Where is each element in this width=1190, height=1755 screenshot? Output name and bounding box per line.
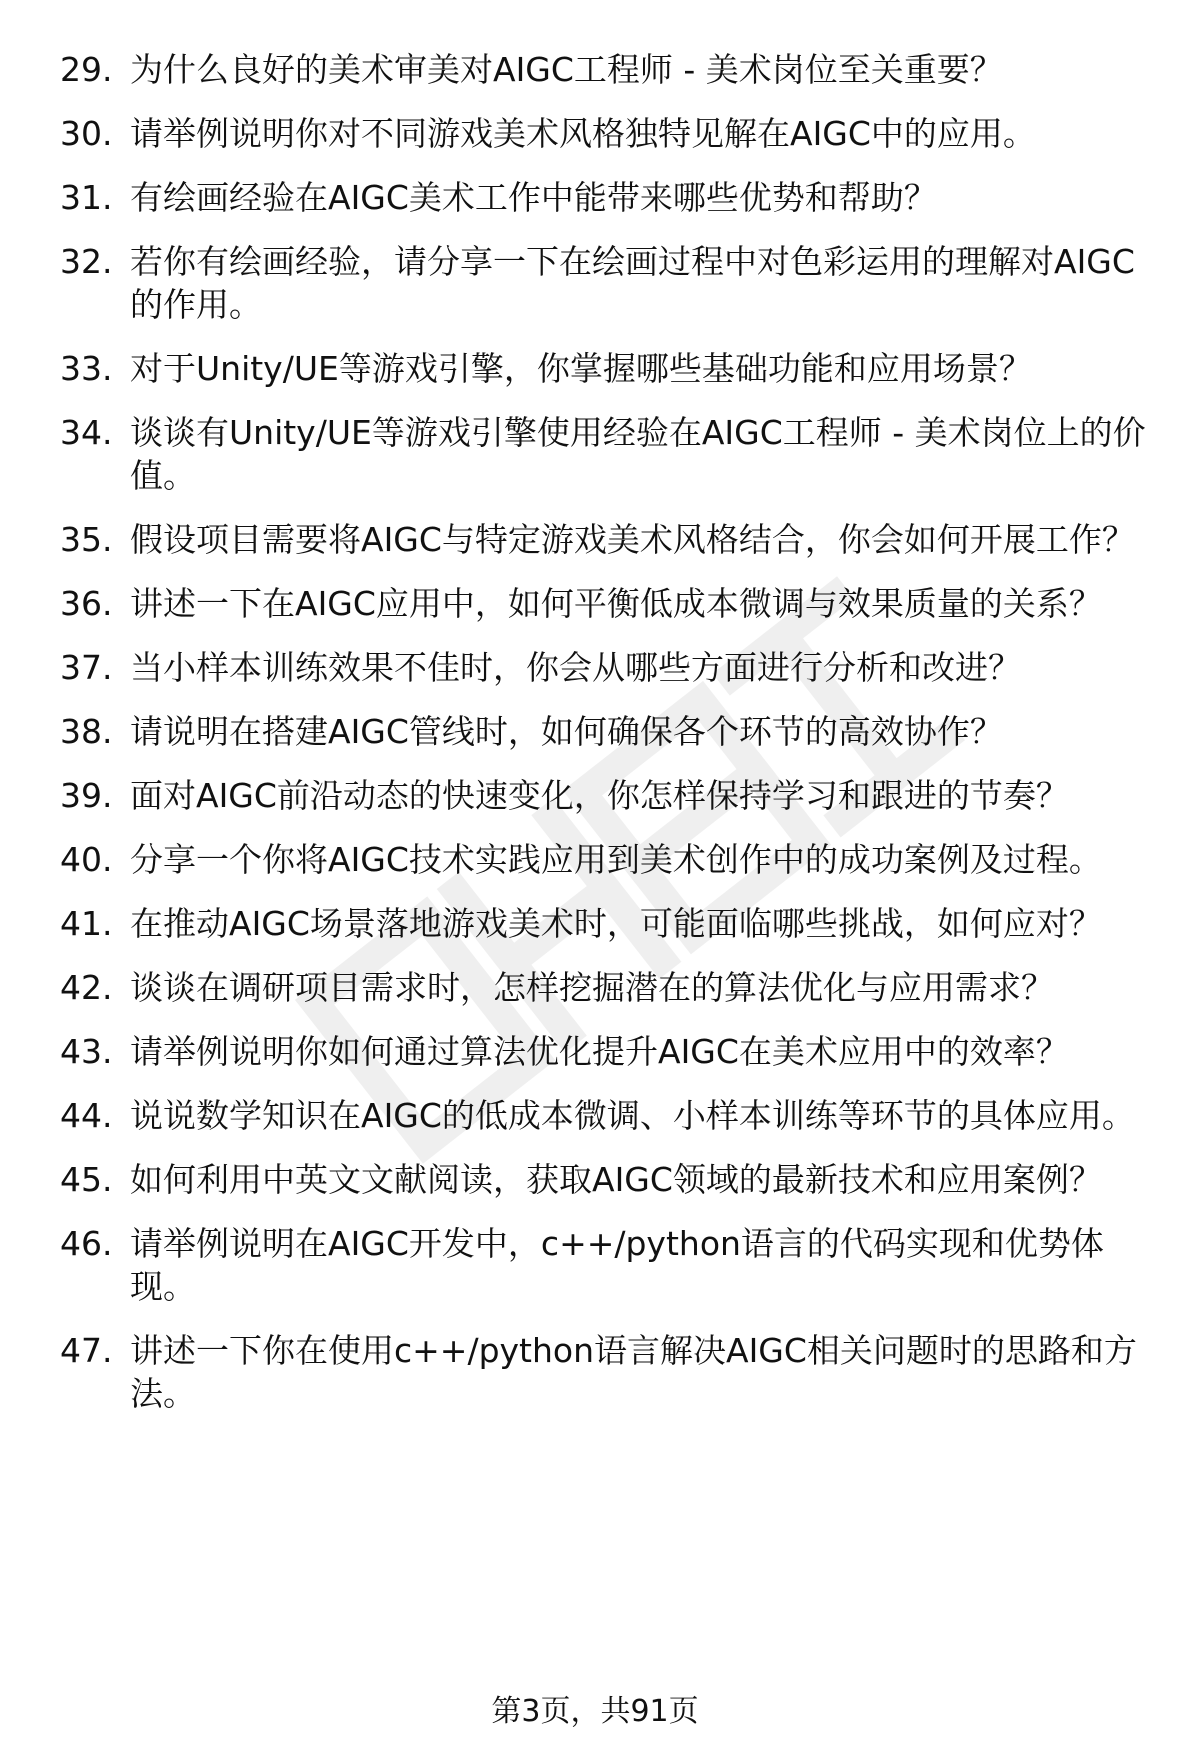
question-text: 有绘画经验在AIGC美术工作中能带来哪些优势和帮助？ <box>130 178 937 217</box>
page-number-footer: 第3页，共91页 <box>491 1694 699 1729</box>
question-number: 34. <box>60 413 113 452</box>
list-item <box>60 518 1160 561</box>
question-text: 分享一个你将AIGC技术实践应用到美术创作中的成功案例及过程。 <box>130 840 1102 879</box>
question-number: 41. <box>60 904 113 943</box>
question-number: 44. <box>60 1096 113 1135</box>
question-number: 37. <box>60 648 113 687</box>
question-number: 30. <box>60 114 113 153</box>
list-item <box>60 582 1160 625</box>
list-item <box>60 112 1160 155</box>
list-item <box>60 902 1160 945</box>
list-item <box>60 646 1160 689</box>
question-text: 讲述一下在AIGC应用中，如何平衡低成本微调与效果质量的关系？ <box>130 584 1102 623</box>
list-item <box>60 774 1160 817</box>
list-item <box>60 1030 1160 1073</box>
question-number: 45. <box>60 1160 113 1199</box>
list-item <box>60 1222 1160 1308</box>
question-number: 38. <box>60 712 113 751</box>
question-number: 43. <box>60 1032 113 1071</box>
question-text: 假设项目需要将AIGC与特定游戏美术风格结合，你会如何开展工作？ <box>130 520 1135 559</box>
question-text: 谈谈在调研项目需求时，怎样挖掘潜在的算法优化与应用需求？ <box>130 968 1054 1007</box>
list-item <box>60 966 1160 1009</box>
question-text: 说说数学知识在AIGC的低成本微调、小样本训练等环节的具体应用。 <box>130 1096 1135 1135</box>
list-item <box>60 1094 1160 1137</box>
question-text: 如何利用中英文文献阅读，获取AIGC领域的最新技术和应用案例？ <box>130 1160 1102 1199</box>
list-item <box>60 1158 1160 1201</box>
question-list <box>60 48 1160 1436</box>
question-number: 42. <box>60 968 113 1007</box>
question-number: 47. <box>60 1331 113 1370</box>
question-number: 40. <box>60 840 113 879</box>
question-number: 29. <box>60 50 113 89</box>
question-number: 33. <box>60 349 113 388</box>
question-number: 32. <box>60 242 113 281</box>
question-text: 谈谈有Unity/UE等游戏引擎使用经验在AIGC工程师 - 美术岗位上的价值。 <box>130 413 1146 495</box>
question-text: 请举例说明你如何通过算法优化提升AIGC在美术应用中的效率？ <box>130 1032 1069 1071</box>
list-item <box>60 838 1160 881</box>
list-item <box>60 48 1160 91</box>
question-text: 对于Unity/UE等游戏引擎，你掌握哪些基础功能和应用场景？ <box>130 349 1032 388</box>
question-text: 若你有绘画经验，请分享一下在绘画过程中对色彩运用的理解对AIGC的作用。 <box>130 242 1135 324</box>
question-number: 39. <box>60 776 113 815</box>
list-item <box>60 347 1160 390</box>
question-text: 请举例说明你对不同游戏美术风格独特见解在AIGC中的应用。 <box>130 114 1036 153</box>
question-text: 在推动AIGC场景落地游戏美术时，可能面临哪些挑战，如何应对？ <box>130 904 1102 943</box>
question-number: 36. <box>60 584 113 623</box>
list-item <box>60 411 1160 497</box>
question-text: 请说明在搭建AIGC管线时，如何确保各个环节的高效协作？ <box>130 712 1003 751</box>
question-text: 讲述一下你在使用c++/python语言解决AIGC相关问题时的思路和方法。 <box>130 1331 1137 1413</box>
question-number: 31. <box>60 178 113 217</box>
question-text: 当小样本训练效果不佳时，你会从哪些方面进行分析和改进？ <box>130 648 1021 687</box>
question-text: 为什么良好的美术审美对AIGC工程师 - 美术岗位至关重要？ <box>130 50 1003 89</box>
list-item <box>60 710 1160 753</box>
question-number: 35. <box>60 520 113 559</box>
question-text: 请举例说明在AIGC开发中，c++/python语言的代码实现和优势体现。 <box>130 1224 1104 1306</box>
question-number: 46. <box>60 1224 113 1263</box>
list-item <box>60 176 1160 219</box>
question-text: 面对AIGC前沿动态的快速变化，你怎样保持学习和跟进的节奏？ <box>130 776 1069 815</box>
list-item <box>60 240 1160 326</box>
list-item <box>60 1329 1160 1415</box>
